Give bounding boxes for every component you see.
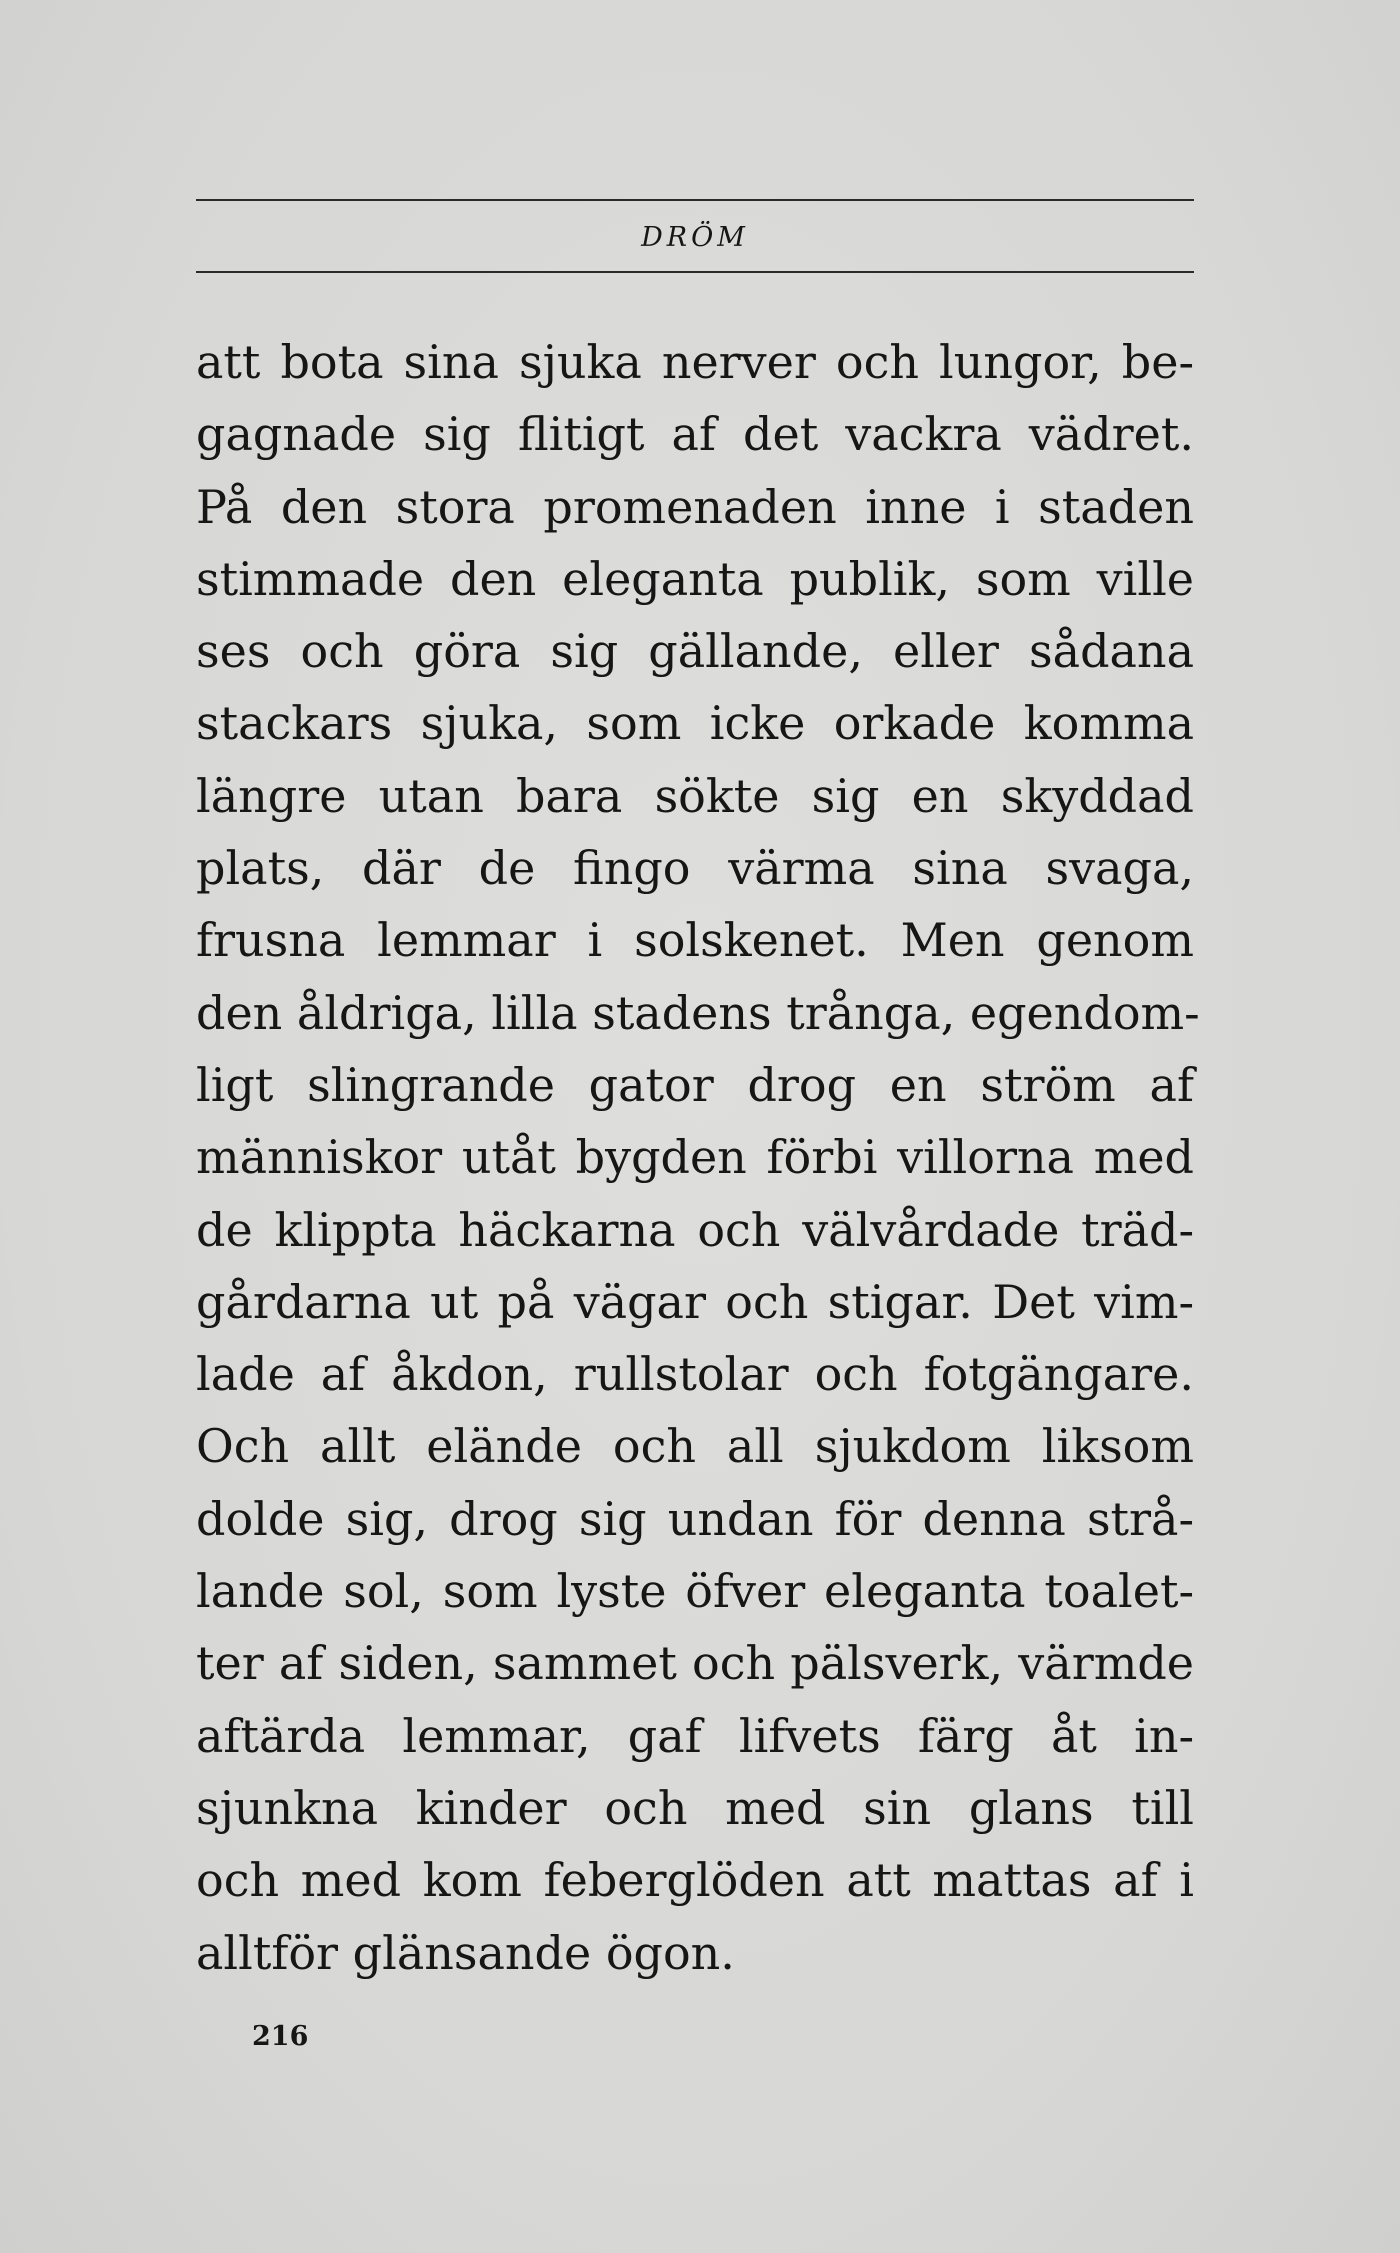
text-line: ter af siden, sammet och pälsverk, värmde xyxy=(196,1636,1194,1691)
text-line: gårdarna ut på vägar och stigar. Det vim- xyxy=(196,1274,1194,1329)
text-line: människor utåt bygden förbi villorna med xyxy=(196,1130,1194,1185)
text-line: frusna lemmar i solskenet. Men genom xyxy=(196,913,1194,968)
text-line: och med kom feberglöden att mattas af i xyxy=(196,1853,1194,1908)
text-line: ligt slingrande gator drog en ström af xyxy=(196,1057,1194,1112)
text-line: den åldriga, lilla stadens trånga, egendom- xyxy=(196,985,1200,1040)
text-line: längre utan bara sökte sig en skyddad xyxy=(196,768,1194,823)
text-line: stimmade den eleganta publik, som ville xyxy=(196,551,1194,606)
text-line: Och allt elände och all sjukdom liksom xyxy=(196,1419,1194,1474)
text-line: På den stora promenaden inne i staden xyxy=(196,479,1194,534)
text-line: plats, där de fingo värma sina svaga, xyxy=(196,841,1194,896)
text-line: dolde sig, drog sig undan för denna strå- xyxy=(196,1491,1194,1546)
body-text xyxy=(196,326,1200,1989)
text-line: att bota sina sjuka nerver och lungor, be- xyxy=(196,335,1194,389)
text-line-last: alltför glänsande ögon. xyxy=(196,1925,735,1980)
running-header: DRÖM xyxy=(641,222,749,253)
text-line: stackars sjuka, som icke orkade komma xyxy=(196,696,1194,751)
header-rule-top xyxy=(196,199,1194,201)
text-line: lade af åkdon, rullstolar och fotgängare. xyxy=(196,1347,1194,1402)
text-line: de klippta häckarna och välvårdade träd- xyxy=(196,1202,1194,1257)
header-rule-bottom xyxy=(196,271,1194,273)
text-line: aftärda lemmar, gaf lifvets färg åt in- xyxy=(196,1708,1194,1763)
text-line: lande sol, som lyste öfver eleganta toalet- xyxy=(196,1564,1194,1619)
page-number: 216 xyxy=(252,2021,309,2052)
text-line: sjunkna kinder och med sin glans till xyxy=(196,1780,1194,1835)
text-line: gagnade sig flitigt af det vackra vädret. xyxy=(196,407,1194,462)
text-line: ses och göra sig gällande, eller sådana xyxy=(196,624,1194,679)
